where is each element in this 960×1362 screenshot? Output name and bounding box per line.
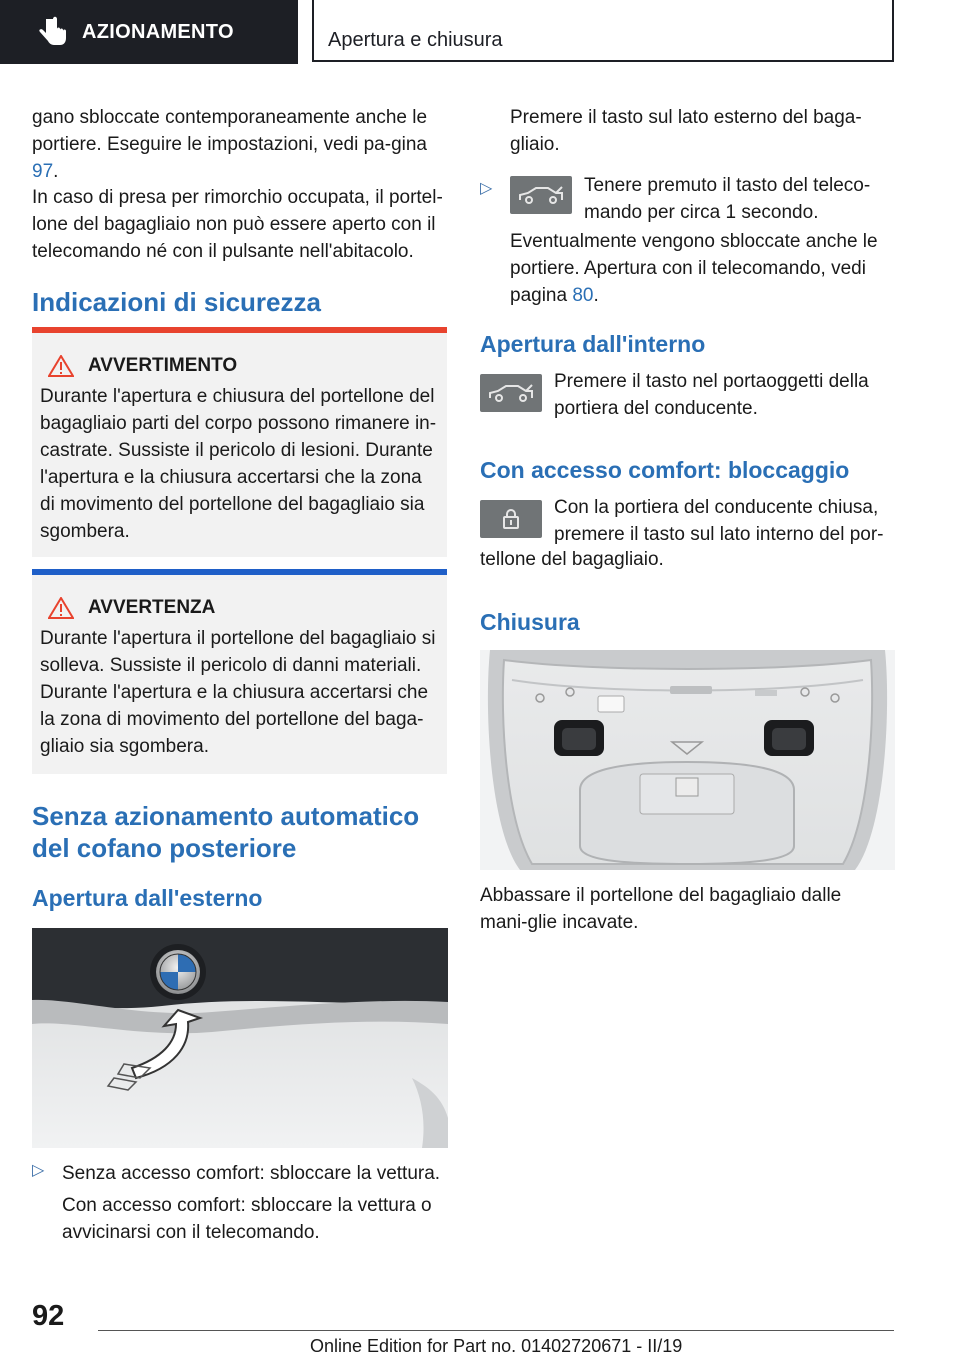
edition-text: Online Edition for Part no. 01402720671 - II/19 bbox=[310, 1336, 683, 1356]
bullet-unlock bbox=[32, 1160, 452, 1184]
notice-title: AVVERTENZA bbox=[88, 597, 216, 618]
page-number: 92 bbox=[32, 1300, 65, 1332]
notice-triangle-icon bbox=[48, 597, 74, 619]
section-tab bbox=[0, 0, 298, 64]
car-trunk-icon-2 bbox=[486, 382, 536, 404]
bullet-triangle-icon: ▷ bbox=[32, 1162, 45, 1179]
heading-esterno: Apertura dall'esterno bbox=[32, 885, 263, 911]
comfort-lock-text-a: Con la portiera del conducente chiusa, premere il tasto sul lato interno del por- bbox=[554, 497, 884, 545]
press-outer-button-text: Premere il tasto sul lato esterno del baga-gliaio. bbox=[510, 107, 862, 155]
heading-comfort: Con accesso comfort: bloccaggio bbox=[480, 457, 850, 483]
chapter-title: Apertura e chiusura bbox=[328, 29, 503, 51]
warning-triangle-icon bbox=[48, 355, 74, 377]
hand-icon bbox=[36, 15, 70, 49]
remote-key-button-icon bbox=[510, 176, 572, 214]
comfort-lock-text-b: tellone del bagagliaio. bbox=[480, 549, 664, 570]
bullet-unlock-subtext: Con accesso comfort: sbloccare la vettura o avvicinarsi con il telecomando. bbox=[62, 1195, 432, 1243]
section-title: AZIONAMENTO bbox=[82, 20, 234, 43]
trailer-paragraph: In caso di presa per rimorchio occupata, il portel-lone del bagagliaio non può essere aperto con il telecomando né con il pulsante nell'abitacolo. bbox=[32, 187, 443, 262]
chapter-header bbox=[312, 0, 894, 62]
trunk-exterior-photo bbox=[32, 928, 448, 1148]
lock-button-icon bbox=[480, 500, 542, 538]
warning-box bbox=[32, 327, 447, 557]
interior-trunk-button-icon bbox=[480, 374, 542, 412]
remote-unlock-text: Eventualmente vengono sbloccate anche le portiere. Apertura con il telecomando, vedi pagina bbox=[510, 231, 878, 306]
page-link-80[interactable]: 80 bbox=[572, 285, 594, 306]
footer-divider bbox=[98, 1330, 894, 1331]
remote-unlock-paragraph: Eventualmente vengono sbloccate anche le portiere. Apertura con il telecomando, vedi pagina 80. bbox=[510, 231, 878, 306]
page-link-97[interactable]: 97 bbox=[32, 161, 54, 182]
warning-text: Durante l'apertura e chiusura del portellone del bagagliaio parti del corpo possono rimanere in-castrate. Sussiste il pericolo di lesioni. Durante l'apertura e la chiusura accertarsi che la zona di movimento del portellone del bagagliaio sia sgombera. bbox=[40, 386, 437, 542]
car-trunk-icon bbox=[516, 184, 566, 206]
heading-safety: Indicazioni di sicurezza bbox=[32, 287, 321, 317]
lock-icon bbox=[501, 508, 521, 530]
bullet-triangle-icon-2: ▷ bbox=[480, 180, 493, 197]
notice-box bbox=[32, 569, 447, 774]
hold-remote-text: Tenere premuto il tasto del teleco-mando per circa 1 secondo. bbox=[584, 175, 871, 223]
trunk-interior-photo bbox=[480, 650, 895, 870]
intro-paragraph: gano sbloccate contemporaneamente anche le portiere. Eseguire le impostazioni, vedi pa-gina 97. bbox=[32, 107, 428, 182]
heading-chiusura: Chiusura bbox=[480, 609, 580, 635]
intro-text: gano sbloccate contemporaneamente anche le portiere. Eseguire le impostazioni, vedi pa-gina bbox=[32, 107, 428, 155]
close-trunk-text: Abbassare il portellone del bagagliaio dalle mani-glie incavate. bbox=[480, 885, 842, 933]
heading-senza: Senza azionamento automatico del cofano posteriore bbox=[32, 801, 420, 863]
bullet-unlock-text: Senza accesso comfort: sbloccare la vettura. bbox=[62, 1163, 441, 1184]
heading-interno: Apertura dall'interno bbox=[480, 331, 706, 357]
press-interior-button-text: Premere il tasto nel portaoggetti della portiera del conducente. bbox=[554, 371, 869, 419]
notice-text: Durante l'apertura il portellone del bagagliaio si solleva. Sussiste il pericolo di danni materiali. Durante l'apertura e la chiusura accertarsi che la zona di movimento del portellone del baga-gliaio sia sgombera. bbox=[40, 628, 436, 757]
warning-title: AVVERTIMENTO bbox=[88, 355, 238, 376]
